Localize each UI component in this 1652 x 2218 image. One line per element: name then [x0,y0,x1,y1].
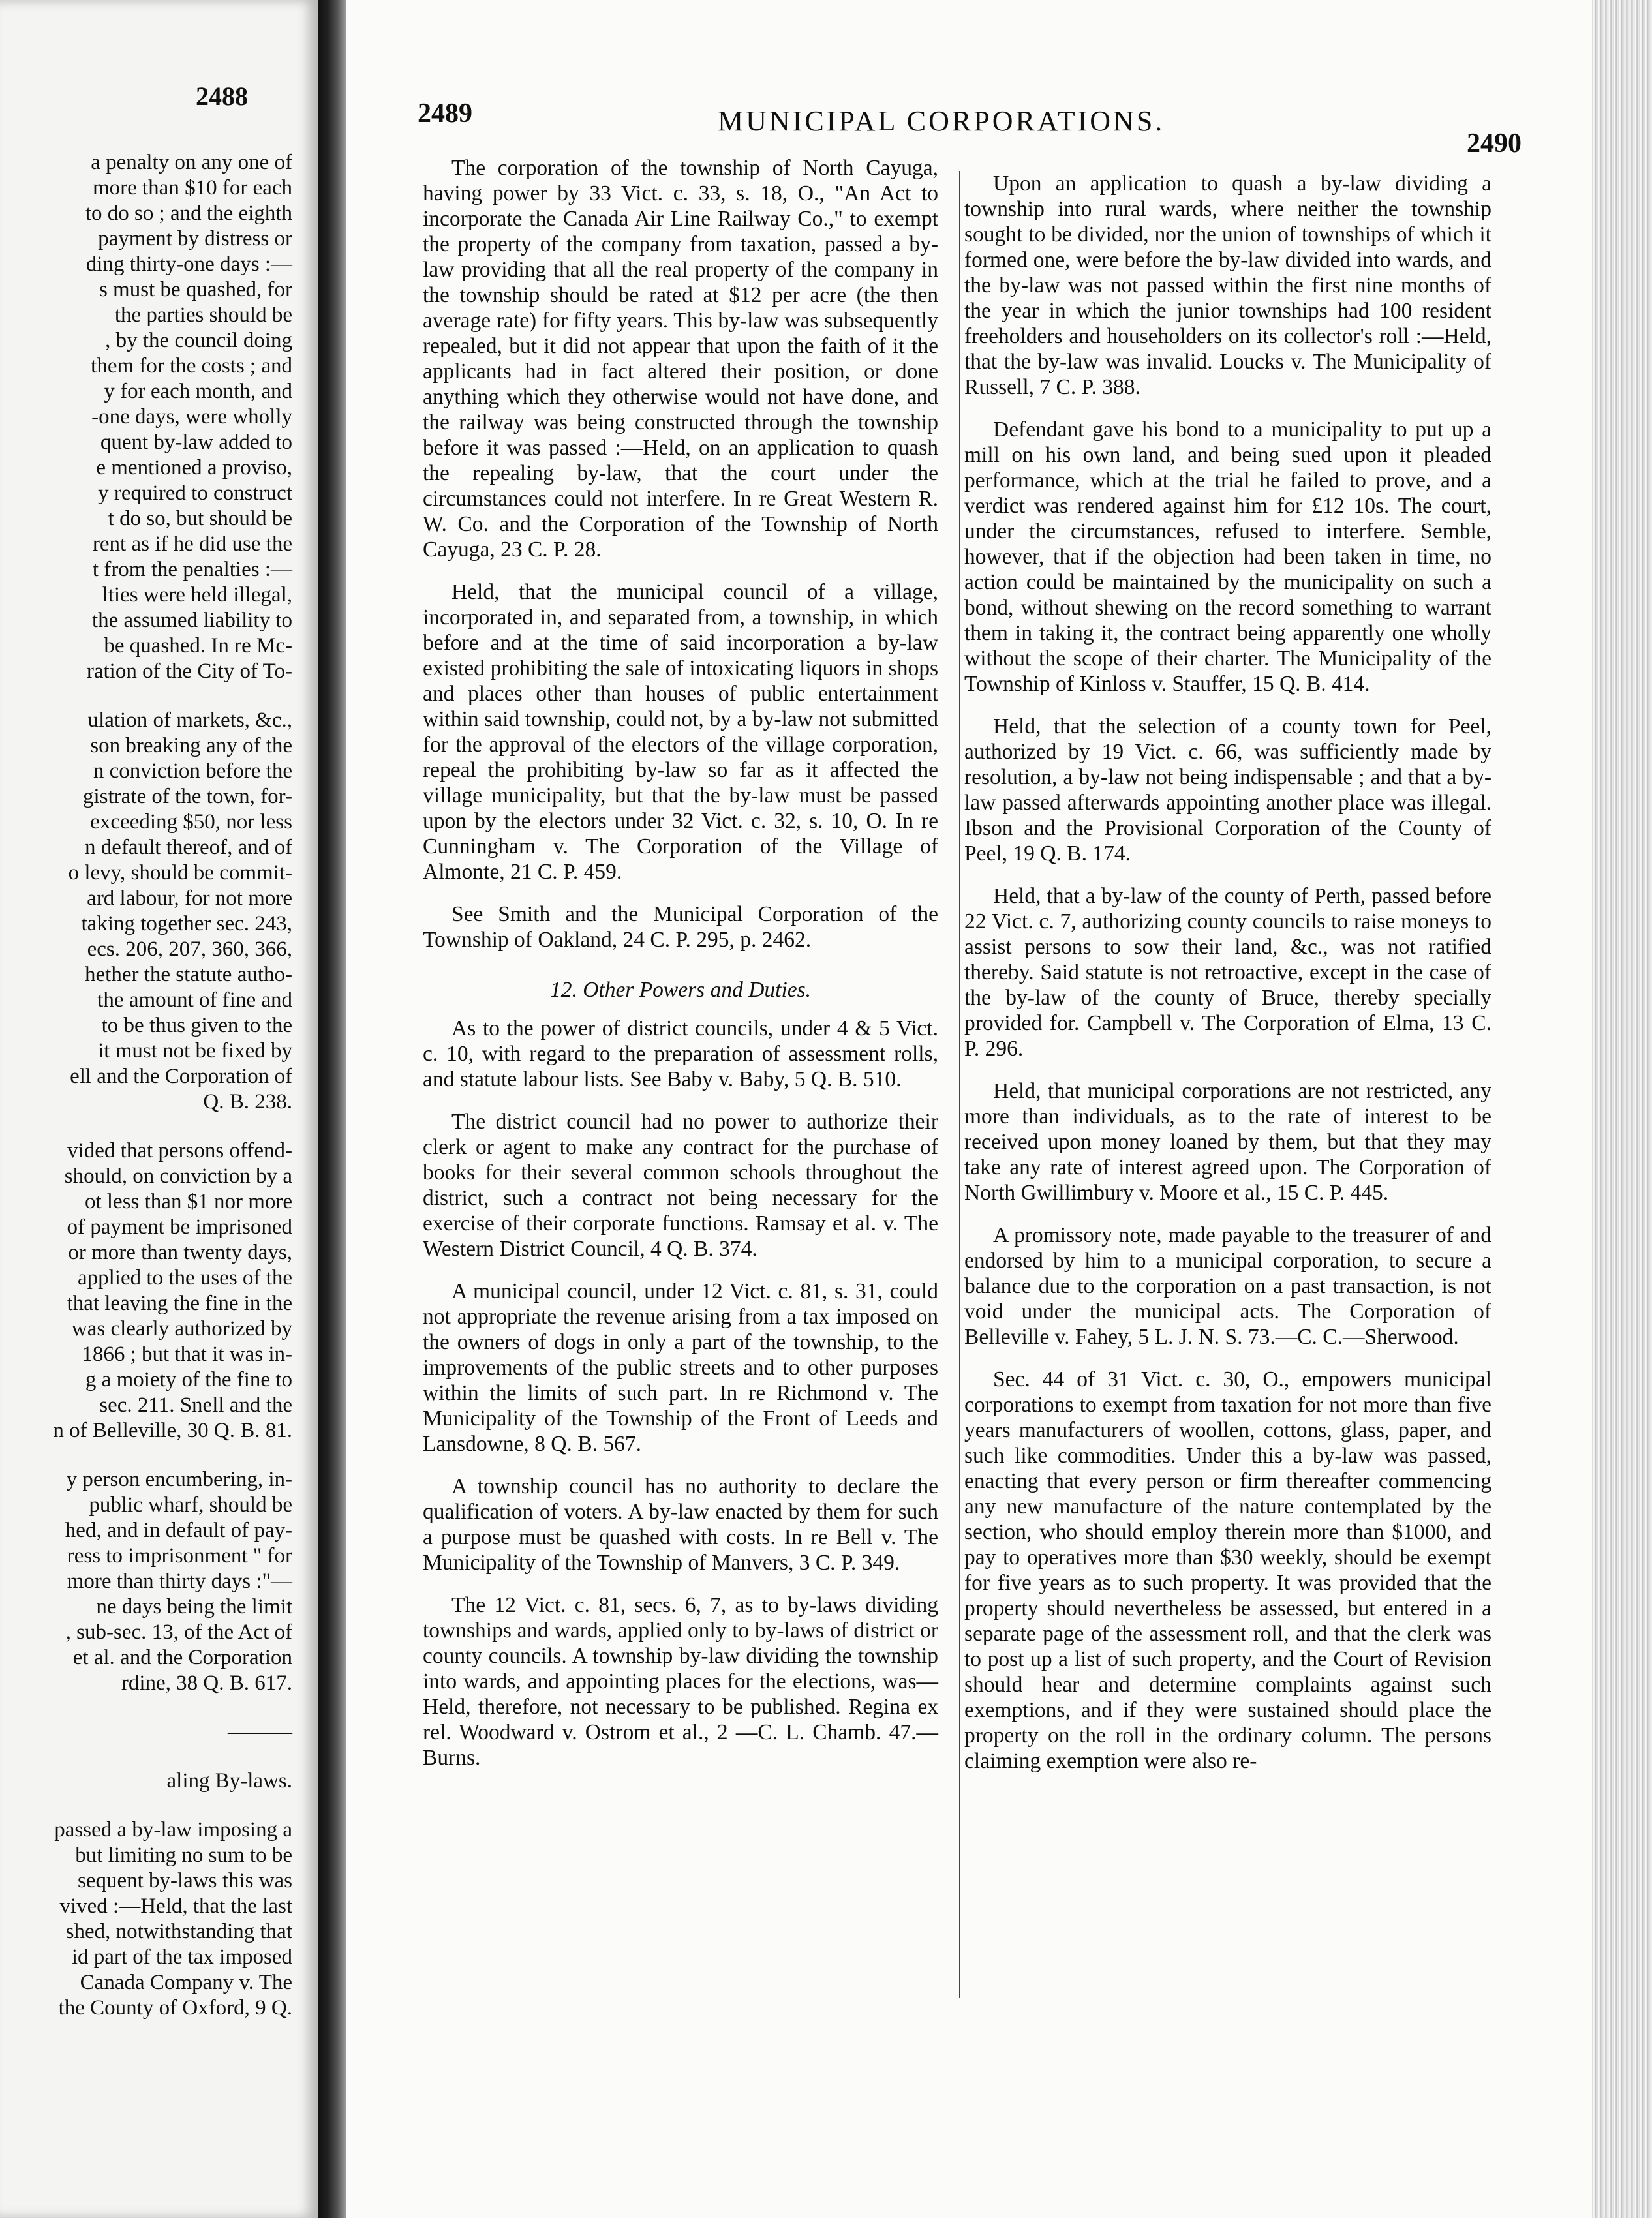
text-fragment: 1866 ; but that it was in- [82,1343,292,1366]
text-fragment: that leaving the fine in the [67,1292,292,1315]
text-fragment: passed a by-law imposing a [54,1818,292,1842]
text-fragment: id part of the tax imposed [71,1945,292,1969]
text-fragment: more than $10 for each [92,176,292,200]
paragraph: Defendant gave his bond to a municipality to put up a mill on his own land, and being sued upon it pleaded performance, which at the trial he failed to prove, and a verdict was rendered against him for £12 10s. The court, under the circumstances, refused to interfere. Semble, however, that if the objection had been taken in time, no action could be maintained by the municipality on such a bond, without shewing on the record something to warrant them in taking it, the contract being apparently one wholly without the scope of their charter. The Municipality of the Township of Kinloss v. Stauffer, 15 Q. B. 414. [964,418,1491,696]
text-fragment: ress to imprisonment " for [67,1544,292,1568]
text-fragment: n default thereof, and of [85,836,292,859]
paragraph: As to the power of district councils, under 4 & 5 Vict. c. 10, with regard to the preparation of assessment rolls, and statute labour lists. See Baby v. Baby, 5 Q. B. 510. [423,1016,938,1091]
text-fragment: Canada Company v. The [80,1971,292,1994]
page-number-right: 2490 [1467,129,1522,159]
text-fragment: to do so ; and the eighth [85,202,292,225]
text-fragment: payment by distress or [98,227,292,251]
text-fragment: ——— [228,1720,292,1744]
text-fragment: ell and the Corporation of [70,1065,292,1088]
text-fragment: s must be quashed, for [99,278,292,301]
paragraph: A promissory note, made payable to the treasurer of and endorsed by him to a municipal corporation, to secure a balance due to the corporation on a past transaction, is not void under the municipal acts. The Corporation of Belleville v. Fahey, 5 L. J. N. S. 73.—C. C.—Sherwood. [964,1223,1491,1349]
page-number-left: 2489 [418,99,472,129]
column-1 [423,155,938,1787]
text-fragment: ne days being the limit [96,1595,292,1618]
text-fragment: hed, and in default of pay- [65,1519,292,1542]
text-fragment: o levy, should be commit- [68,861,292,885]
paragraph: See Smith and the Municipal Corporation of the Township of Oakland, 24 C. P. 295, p. 2462. [423,902,938,952]
text-fragment: it must not be fixed by [98,1039,292,1063]
text-fragment: vived :—Held, that the last [59,1894,292,1918]
text-fragment: rdine, 38 Q. B. 617. [121,1671,292,1695]
text-fragment: sequent by-laws this was [77,1869,292,1892]
text-fragment: sec. 211. Snell and the [99,1393,292,1417]
paragraph: A township council has no authority to declare the qualification of voters. A by-law enacted by them for such a purpose must be quashed with costs. In re Bell v. The Municipality of the Township of Manvers, 3 C. P. 349. [423,1474,938,1575]
paragraph: Held, that the selection of a county town for Peel, authorized by 19 Vict. c. 66, was sufficiently made by resolution, a by-law not being indispensable ; and that a by-law passed afterwards appointing another place was illegal. Ibson and the Provisional Corporation of the County of Peel, 19 Q. B. 174. [964,714,1491,866]
left-page [0,0,318,2218]
text-fragment: the amount of fine and [97,988,292,1012]
paragraph: A municipal council, under 12 Vict. c. 81, s. 31, could not appropriate the revenue arising from a tax imposed on the owners of dogs in only a part of the township, to the improvements of the public streets and to other purposes within the limits of such part. In re Richmond v. The Municipality of the Township of the Front of Leeds and Lansdowne, 8 Q. B. 567. [423,1279,938,1456]
text-fragment: , by the council doing [105,329,292,352]
text-fragment: y person encumbering, in- [66,1468,292,1491]
running-head: MUNICIPAL CORPORATIONS. [718,105,1165,137]
text-fragment: was clearly authorized by [71,1317,292,1341]
text-fragment: y required to construct [98,481,292,505]
text-fragment: et al. and the Corporation [72,1646,292,1669]
left-page-text [0,150,292,2021]
text-fragment: shed, notwithstanding that [65,1920,292,1943]
paragraph: The 12 Vict. c. 81, secs. 6, 7, as to by-laws dividing townships and wards, applied only to by-laws of district or county councils. A township by-law dividing the township into wards, and appointing places for the elections, was—Held, therefore, not necessary to be published. Regina ex rel. Woodward v. Ostrom et al., 2 —C. L. Chamb. 47.—Burns. [423,1593,938,1770]
text-fragment: aling By-laws. [166,1769,292,1793]
text-fragment: ration of the City of To- [86,660,292,683]
text-fragment: but limiting no sum to be [75,1844,292,1867]
text-fragment: of payment be imprisoned [67,1215,292,1239]
text-fragment: ard labour, for not more [87,887,292,910]
text-fragment: public wharf, should be [89,1493,292,1517]
text-fragment: g a moiety of the fine to [85,1368,292,1391]
blank-line [0,1444,292,1467]
text-fragment: more than thirty days :"— [67,1570,292,1593]
text-fragment: be quashed. In re Mc- [104,634,292,658]
paragraph: Upon an application to quash a by-law dividing a township into rural wards, where neither the township sought to be divided, nor the union of townships of which it formed one, were before the by-law divided into wards, and the by-law was not passed within the first nine months of the year in which the junior townships had 100 resident freeholders and householders on its collector's roll :—Held, that the by-law was invalid. Loucks v. The Municipality of Russell, 7 C. P. 388. [964,172,1491,399]
text-fragment: hether the statute autho- [85,963,292,986]
text-fragment: Q. B. 238. [203,1090,292,1114]
text-fragment: gistrate of the town, for- [83,785,292,808]
text-fragment: a penalty on any one of [91,151,292,174]
text-fragment: the assumed liability to [91,609,292,632]
text-fragment: exceeding $50, nor less [90,810,292,834]
paragraph: The district council had no power to authorize their clerk or agent to make any contract for the purchase of books for their several common schools throughout the district, such a contract not being necessary for the exercise of their corporate functions. Ramsay et al. v. The Western District Council, 4 Q. B. 374. [423,1110,938,1261]
column-2 [964,171,1491,1791]
text-fragment: ding thirty-one days :— [85,252,292,276]
text-fragment: y for each month, and [104,380,292,403]
text-fragment: the parties should be [114,303,292,327]
paragraph: Held, that a by-law of the county of Perth, passed before 22 Vict. c. 7, authorizing county councils to raise moneys to assist persons to sow their land, &c., was not ratified thereby. Said statute is not retroactive, except in the case of the by-law of the county of Bruce, thereby specially provided for. Campbell v. The Corporation of Elma, 13 C. P. 296. [964,884,1491,1061]
paragraph: Sec. 44 of 31 Vict. c. 30, O., empowers municipal corporations to exempt from taxation for not more than five years manufacturers of woollen, cottons, glass, paper, and such like commodities. Under this a by-law was passed, enacting that every person or firm thereafter commencing any new manufacture of the nature contemplated by the section, who should employ therein more than $1000, and pay to operatives more than $30 weekly, should be exempt for five years as to such property. It was provided that the property should nevertheless be assessed, but entered in a separate page of the assessment roll, and that the clerk was to post up a list of such property, and the Court of Revision should hear and determine complaints against such exemptions, and if they were sustained should place the property on the roll in the ordinary column. The persons claiming exemption were also re- [964,1367,1491,1773]
blank-line [0,1794,292,1817]
text-fragment: ecs. 206, 207, 360, 366, [87,937,292,961]
text-fragment: t do so, but should be [108,507,292,530]
text-fragment: should, on conviction by a [64,1164,292,1188]
text-fragment: e mentioned a proviso, [96,456,292,479]
section-heading: 12. Other Powers and Duties. [549,978,812,1002]
text-fragment: -one days, were wholly [91,405,292,429]
blank-line [0,1696,292,1720]
paragraph: Held, that the municipal council of a village, incorporated in, and separated from, a township, in which before and at the time of said incorporation a by-law existed prohibiting the sale of intoxicating liquors in shops and places other than houses of public entertainment within said township, could not, by a by-law not submitted for the approval of the electors of the village corporation, repeal the prohibiting by-law so far as it affected the village municipality, but that the by-law must be passed upon by the electors under 32 Vict. c. 32, s. 10, O. In re Cunningham v. The Corporation of the Village of Almonte, 21 C. P. 459. [423,580,938,884]
column-divider [959,171,960,1998]
text-fragment: rent as if he did use the [92,532,292,556]
left-page-number: 2488 [196,82,248,111]
blank-line [0,1115,292,1138]
text-fragment: vided that persons offend- [67,1139,292,1162]
text-fragment: to be thus given to the [101,1014,292,1037]
text-fragment: them for the costs ; and [91,354,292,378]
paragraph: The corporation of the township of North Cayuga, having power by 33 Vict. c. 33, s. 18, O., "An Act to incorporate the Canada Air Line Railway Co.," to exempt the property of the company from taxation, passed a by-law providing that all the real property of the company in the township should be rated at $12 per acre (the then average rate) for fifty years. This by-law was subsequently repealed, but it did not appear that upon the faith of it the applicants had in fact altered their position, or done anything which they otherwise would not have done, and the railway was being constructed through the township before it was passed :—Held, on an application to quash the repealing by-law, that the court under the circumstances could not interfere. In re Great Western R. W. Co. and the Corporation of the Township of North Cayuga, 23 C. P. 28. [423,156,938,562]
text-fragment: , sub-sec. 13, of the Act of [65,1620,292,1644]
blank-line [0,684,292,708]
blank-line [0,1745,292,1769]
text-fragment: ulation of markets, &c., [87,708,292,732]
text-fragment: lties were held illegal, [102,583,292,607]
text-fragment: n conviction before the [93,759,292,783]
text-fragment: or more than twenty days, [68,1241,292,1264]
page-edges [1592,0,1652,2218]
text-fragment: quent by-law added to [100,431,292,454]
text-fragment: the County of Oxford, 9 Q. [58,1996,292,2020]
text-fragment: son breaking any of the [90,734,292,757]
book-gutter [318,0,346,2218]
text-fragment: ot less than $1 nor more [84,1190,292,1213]
paragraph: Held, that municipal corporations are not restricted, any more than individuals, as to the rate of interest to be received upon money loaned by them, but that they may take any rate of interest agreed upon. The Corporation of North Gwillimbury v. Moore et al., 15 C. P. 445. [964,1079,1491,1205]
text-fragment: n of Belleville, 30 Q. B. 81. [53,1419,292,1442]
text-fragment: taking together sec. 243, [81,912,292,935]
text-fragment: applied to the uses of the [77,1266,292,1290]
text-fragment: t from the penalties :— [92,558,292,581]
